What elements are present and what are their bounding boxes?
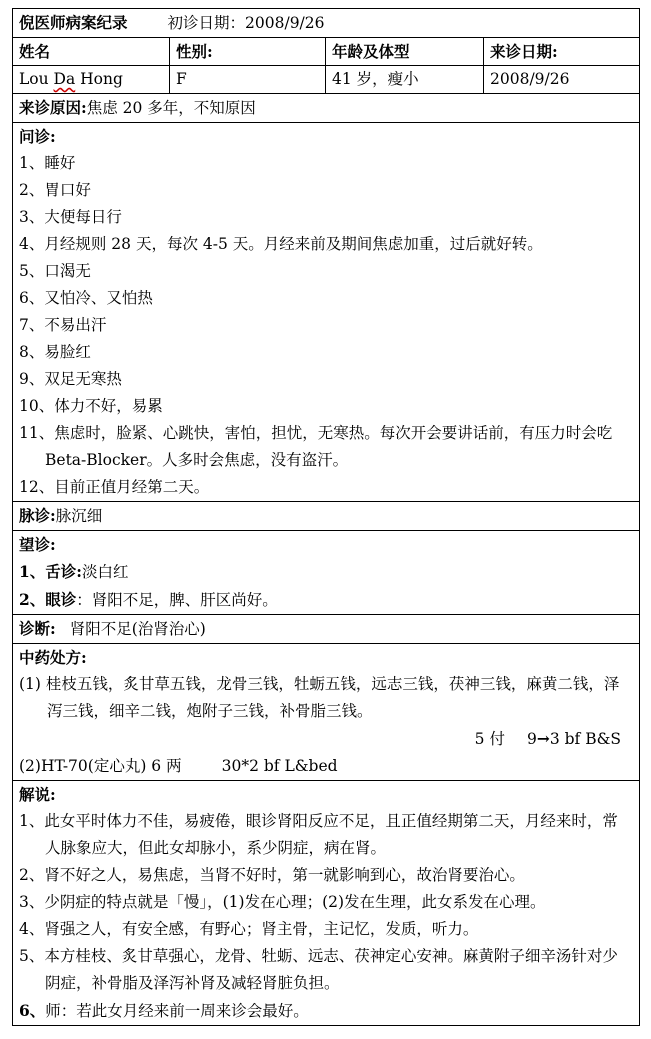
reason-text: 焦虑 20 多年，不知原因 (86, 99, 256, 117)
arrow-icon: → (536, 729, 550, 748)
info-value-row (13, 66, 640, 94)
inquiry-item: 1、睡好 (19, 154, 76, 172)
observation-section (13, 531, 640, 615)
prescription-label: 中药处方: (19, 648, 87, 667)
inquiry-item: 5、口渴无 (19, 262, 91, 280)
patient-gender: F (170, 66, 326, 94)
inquiry-label: 问诊: (19, 127, 56, 146)
inquiry-item: 3、大便每日行 (19, 208, 122, 226)
explanation-item: 5、本方桂枝、炙甘草强心，龙骨、牡蛎、远志、茯神定心安神。麻黄附子细辛汤针对少阴症，补骨脂及泽泻补肾及减轻肾脏负担。 (19, 947, 618, 992)
tongue-line (19, 558, 633, 586)
title-row (13, 9, 640, 38)
prescription-section (13, 644, 640, 781)
inquiry-item: 7、不易出汗 (19, 316, 107, 334)
inquiry-item: 11、焦虑时，脸紧、心跳快，害怕，担忧，无寒热。每次开会要讲话前，有压力时会吃 Beta-Blocker。人多时会焦虑，没有盗汗。 (19, 424, 613, 469)
explanation-item: 3、少阴症的特点就是「慢」，(1)发在心理；(2)发在生理，此女系发在心理。 (19, 893, 546, 911)
prescription-item-2: (2)HT-70(定心丸) 6 两 30*2 bf L&bed (19, 757, 338, 775)
eye-label: 2、眼诊 (19, 590, 77, 609)
record-table (12, 8, 640, 1026)
inquiry-item: 6、又怕冷、又怕热 (19, 289, 153, 307)
observation-label: 望诊: (19, 535, 56, 554)
spellcheck-word: Da (53, 70, 76, 88)
explanation-item: 4、肾强之人，有安全感，有野心；肾主骨，主记忆，发质，听力。 (19, 920, 479, 938)
visit-date-label: 来诊日期: (484, 38, 640, 66)
prescription-dose: 5 付 9→3 bf B&S (474, 729, 622, 748)
explanation-item-last: 6、师：若此女月经来前一周来诊会最好。 (19, 1001, 309, 1020)
explanation-item: 2、肾不好之人，易焦虑，当肾不好时，第一就影响到心，故治肾要治心。 (19, 866, 525, 884)
explanation-section (13, 781, 640, 1026)
diagnosis-text: 肾阳不足(治肾治心) (69, 620, 206, 638)
pulse-row (13, 502, 640, 531)
gender-label: 性别: (170, 38, 326, 66)
eye-text: ：肾阳不足，脾、肝区尚好。 (76, 591, 278, 609)
explanation-item: 1、此女平时体力不佳，易疲倦，眼诊肾阳反应不足，且正值经期第二天，月经来时，常人脉象应大，但此女却脉小，系少阴症，病在肾。 (19, 812, 618, 857)
inquiry-section (13, 123, 640, 502)
patient-visit-date: 2008/9/26 (484, 66, 640, 94)
tongue-text: 淡白红 (82, 563, 129, 581)
name-label: 姓名 (13, 38, 170, 66)
pulse-label: 脉诊: (19, 506, 56, 525)
inquiry-item: 9、双足无寒热 (19, 370, 122, 388)
eye-line (19, 586, 633, 614)
explanation-label: 解说: (19, 785, 56, 804)
inquiry-item: 4、月经规则 28 天，每次 4-5 天。月经来前及期间焦虑加重，过后就好转。 (19, 235, 543, 253)
first-visit-label: 初诊日期： (167, 14, 246, 32)
medical-record (12, 8, 639, 1026)
reason-label: 来诊原因: (19, 98, 87, 117)
inquiry-item: 12、目前正值月经第二天。 (19, 478, 210, 496)
age-label: 年龄及体型 (326, 38, 484, 66)
inquiry-item: 2、胃口好 (19, 181, 91, 199)
patient-name: Lou Da Hong (13, 66, 170, 94)
diagnosis-row (13, 615, 640, 644)
inquiry-item: 10、体力不好，易累 (19, 397, 163, 415)
diagnosis-label: 诊断: (19, 619, 56, 638)
patient-age: 41 岁，瘦小 (326, 66, 484, 94)
inquiry-item: 8、易脸红 (19, 343, 91, 361)
prescription-item-1: (1) 桂枝五钱，炙甘草五钱，龙骨三钱，牡蛎五钱，远志三钱，茯神三钱，麻黄二钱，泽泻三钱，细辛二钱，炮附子三钱，补骨脂三钱。 (19, 675, 620, 720)
reason-row (13, 94, 640, 123)
record-title: 倪医师病案纪录 (19, 13, 128, 32)
info-header-row (13, 38, 640, 66)
pulse-text: 脉沉细 (55, 507, 103, 525)
tongue-label: 1、舌诊: (19, 562, 83, 581)
first-visit-date: 2008/9/26 (245, 14, 325, 32)
